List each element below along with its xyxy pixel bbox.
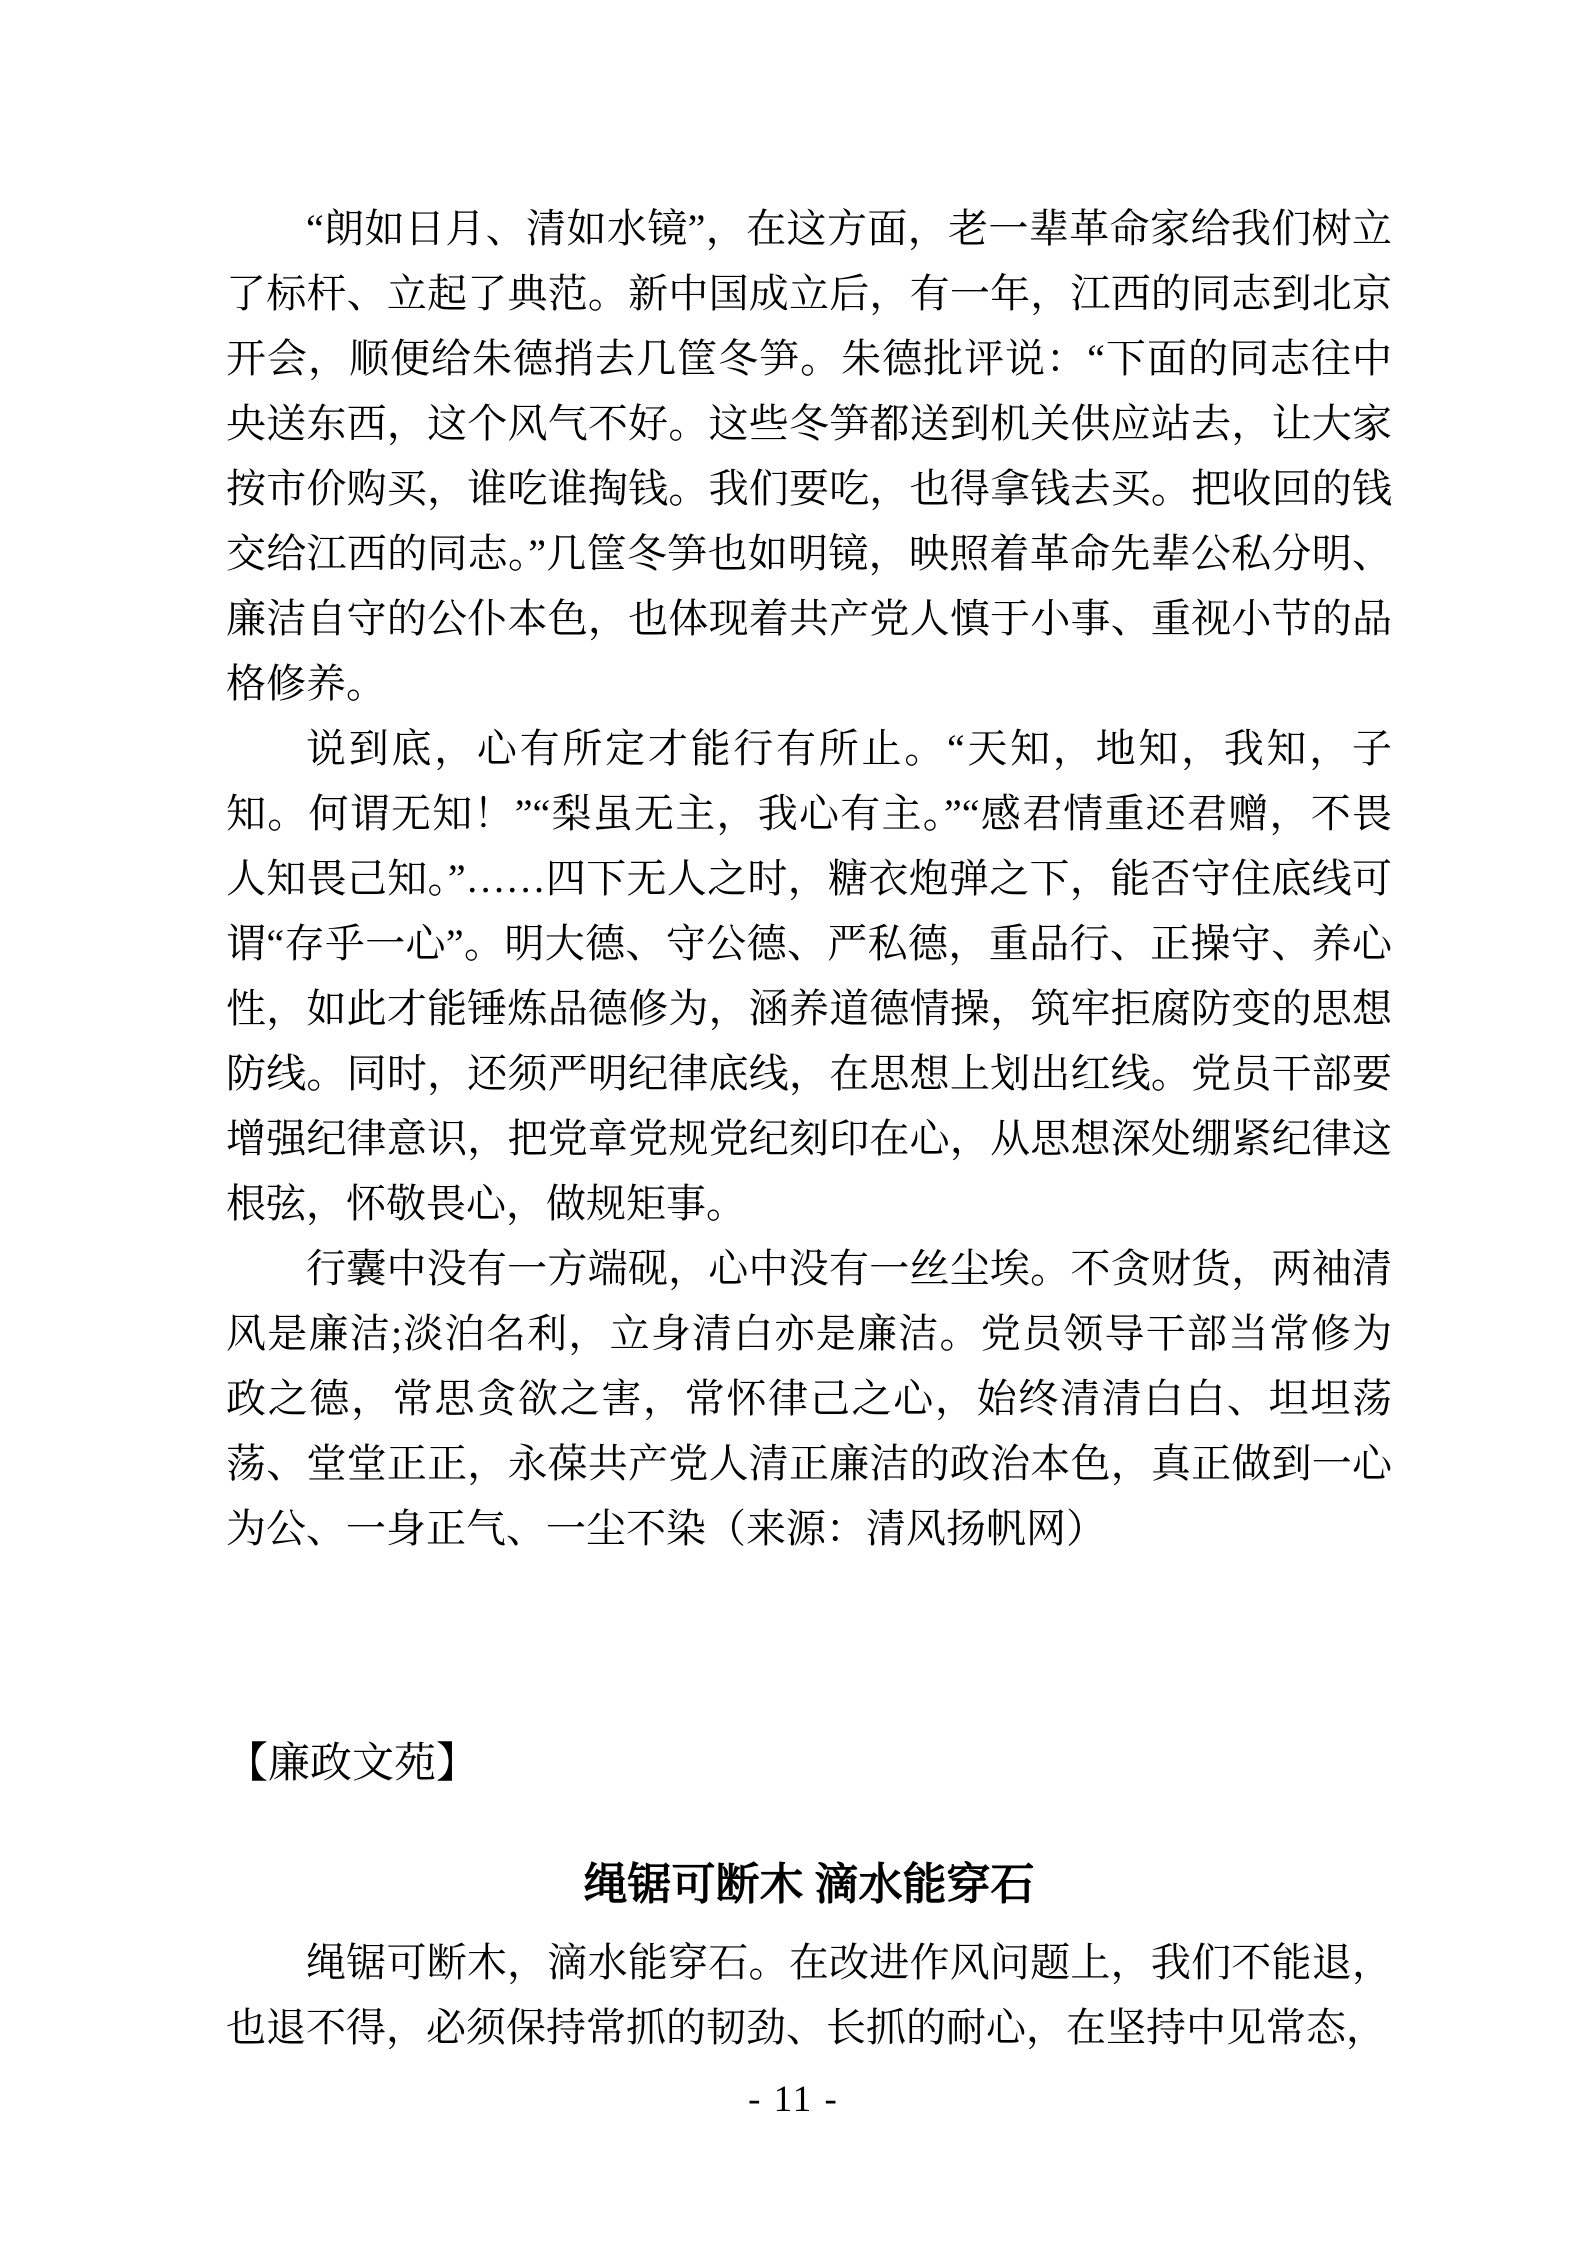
section-heading: 【廉政文苑】 xyxy=(226,1741,479,1787)
body-paragraph-2: 说到底，心有所定才能行有所止。“天知，地知，我知，子知。何谓无知！”“梨虽无主，我心有主。”“感君情重还君赠，不畏人知畏己知。”……四下无人之时，糖衣炮弹之下，能否守住底线可谓“存乎一心”。明大德、守公德、严私德，重品行、正操守、养心性，如此才能锤炼品德修为，涵养道德情操，筑牢拒腐防变的思想防线。同时，还须严明纪律底线，在思想上划出红线。党员干部要增强纪律意识，把党章党规党纪刻印在心，从思想深处绷紧纪律这根弦，怀敬畏心，做规矩事。 xyxy=(226,726,1392,1226)
page-number: - 11 - xyxy=(748,2079,839,2120)
article-title: 绳锯可断木 滴水能穿石 xyxy=(583,1860,1035,1909)
body-paragraph-3: 行囊中没有一方端砚，心中没有一丝尘埃。不贪财货，两袖清风是廉洁;淡泊名利，立身清白亦是廉洁。党员领导干部当常修为政之德，常思贪欲之害，常怀律己之心，始终清清白白、坦坦荡荡、堂堂正正，永葆共产党人清正廉洁的政治本色，真正做到一心为公、一身正气、一尘不染（来源：清风扬帆网） xyxy=(226,1246,1392,1551)
body-paragraph-1: “朗如日月、清如水镜”，在这方面，老一辈革命家给我们树立了标杆、立起了典范。新中国成立后，有一年，江西的同志到北京开会，顺便给朱德捎去几筐冬笋。朱德批评说：“下面的同志往中央送东西，这个风气不好。这些冬笋都送到机关供应站去，让大家按市价购买，谁吃谁掏钱。我们要吃，也得拿钱去买。把收回的钱交给江西的同志。”几筐冬笋也如明镜，映照着革命先辈公私分明、廉洁自守的公仆本色，也体现着共产党人慎于小事、重视小节的品格修养。 xyxy=(226,206,1392,706)
article-first-paragraph: 绳锯可断木，滴水能穿石。在改进作风问题上，我们不能退，也退不得，必须保持常抓的韧劲、长抓的耐心，在坚持中见常态， xyxy=(226,1940,1392,2050)
page-body-text xyxy=(226,196,1392,1561)
